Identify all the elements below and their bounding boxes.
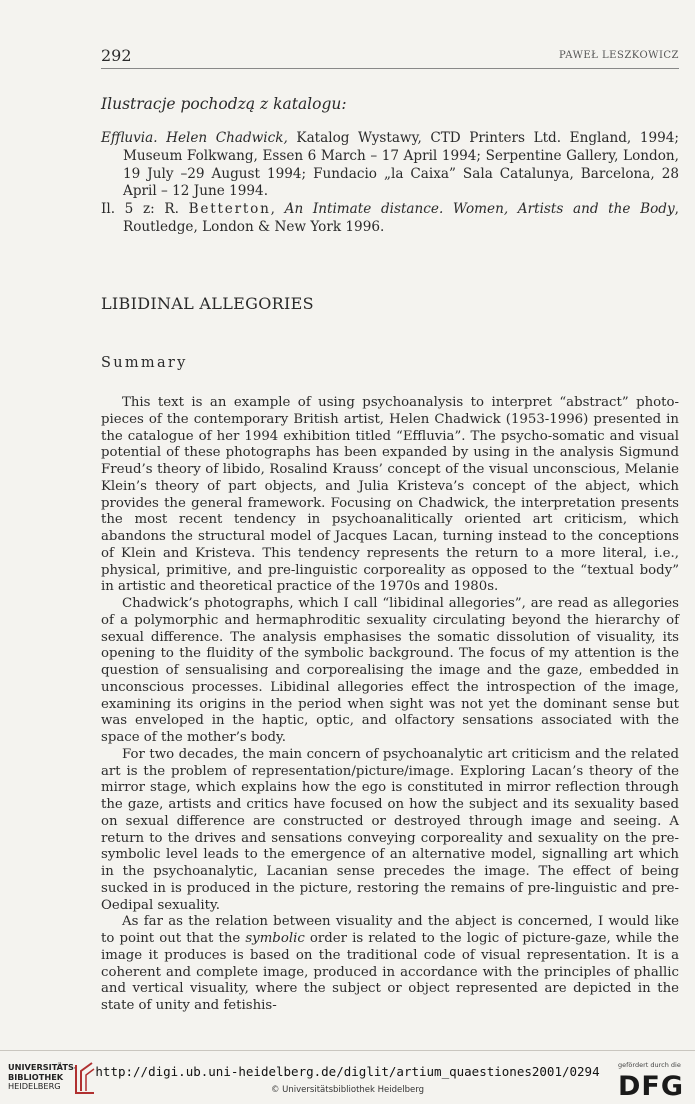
summary-body <box>101 395 679 1015</box>
library-line-2: BIBLIOTHEK <box>8 1071 64 1082</box>
reference-details: Katalog Wystawy, CTD Printers Ltd. England, 1994; Museum Folkwang, Essen 6 March – 17 April 1994; Serpentine Gallery, London, 19 July –29 August 1994; Fundacio „la Caixa” Sala Catalunya, Barcelona, 28 April – 12 June 1994. <box>123 130 679 200</box>
library-line-3: HEIDELBERG <box>8 1081 61 1092</box>
dfg-logo-icon <box>618 1071 686 1099</box>
paragraph-3: For two decades, the main concern of psychoanalytic art criticism and the related art is the problem of representation/picture/image. Exploring Lacan’s theory of the mirror stage, which explains how the ego is constituted in mirror reflection through the gaze, artists and critics have focused on how the subject and its sexuality based on sexual difference are constructed or destroyed through image and seeing. A return to the drives and sensations conveying corporeality and sexuality on the pre-symbolic level leads to the emergence of an alternative model, signalling art which in the psychoanalytic, Lacanian sense precedes the image. The effect of being sucked in is produced in the picture, restoring the remains of pre-linguistic and pre-Oedipal sexuality. <box>101 746 679 913</box>
reference-prefix: Il. 5 z: R. <box>101 201 189 218</box>
funding-caption: gefördert durch die <box>618 1061 681 1069</box>
reference-details: , Routledge, London & New York 1996. <box>123 201 679 235</box>
reference-title: An Intimate distance. Women, Artists and the Body <box>284 201 675 218</box>
paragraph-4-start: As far as the relation between visuality and the abject is concerned, I would like to point out that the <box>101 914 679 946</box>
catalog-heading: Ilustracje pochodzą z katalogu: <box>101 95 347 113</box>
summary-heading: Summary <box>101 355 188 371</box>
running-head-author: PAWEŁ LESZKOWICZ <box>558 50 679 61</box>
paragraph-4-emphasis: symbolic <box>245 931 305 946</box>
page-number: 292 <box>101 46 132 65</box>
reference-betterton <box>101 201 679 237</box>
catalog-references <box>101 130 679 237</box>
copyright-notice: © Universitätsbibliothek Heidelberg <box>270 1085 424 1095</box>
library-line-1: UNIVERSITÄTS- <box>8 1062 78 1072</box>
paragraph-1: This text is an example of using psychoanalysis to interpret “abstract” photo-pieces of the contemporary British artist, Helen Chadwick (1953-1996) presented in the catalogue of her 1994 exhibition titled “Effluvia”. The psycho-somatic and visual potential of these photographs has been expanded by using in the analysis Sigmund Freud’s theory of libido, Rosalind Krauss’ concept of the visual unconscious, Melanie Klein’s theory of part objects, and Julia Kristeva’s concept of the abject, which provides the general framework. Focusing on Chadwick, the interpretation presents the most recent tendency in psychoanalitically oriented art criticism, which abandons the structural model of Jacques Lacan, turning instead to the conceptions of Klein and Kristeva. This tendency represents the return to a more literal, i.e., physical, primitive, and pre-linguistic corporeality as opposed to the “textual body” in artistic and theoretical practice of the 1970s and 1980s. <box>101 395 679 595</box>
digitization-footer <box>0 1050 695 1104</box>
dfg-logo-text: DFG <box>618 1071 685 1099</box>
reference-title: Effluvia. Helen Chadwick, <box>101 130 288 146</box>
reference-effluvia <box>101 130 679 201</box>
page-header <box>101 44 679 69</box>
paragraph-4-end: order is related to the logic of picture-gaze, while the image it produces is based on the traditional code of visual representation. It is a coherent and complete image, produced in accordance with the principles of phallic and vertical visuality, where the subject or object represented are depicted in the state of unity and fetishis- <box>101 931 679 1013</box>
paragraph-4 <box>101 914 679 1015</box>
document-url-link[interactable]: http://digi.ub.uni-heidelberg.de/diglit/artium_quaestiones2001/0294 <box>95 1064 600 1079</box>
paragraph-2: Chadwick’s photographs, which I call “libidinal allegories”, are read as allegories of a polymorphic and hermaphroditic sexuality circulating beyond the hierarchy of sexual difference. The analysis emphasises the somatic dissolution of visuality, its opening to the fluidity of the symbolic background. The focus of my attention is the question of sensualising and corporealising the image and the gaze, embedded in unconscious processes. Libidinal allegories effect the introspection of the image, examining its origins in the period when sight was not yet the dominant sense but was enveloped in the haptic, optic, and olfactory sensations associated with the space of the mother’s body. <box>101 596 679 745</box>
section-title: LIBIDINAL ALLEGORIES <box>101 294 314 313</box>
reference-author: Betterton <box>188 201 271 218</box>
reference-separator: , <box>270 201 285 218</box>
